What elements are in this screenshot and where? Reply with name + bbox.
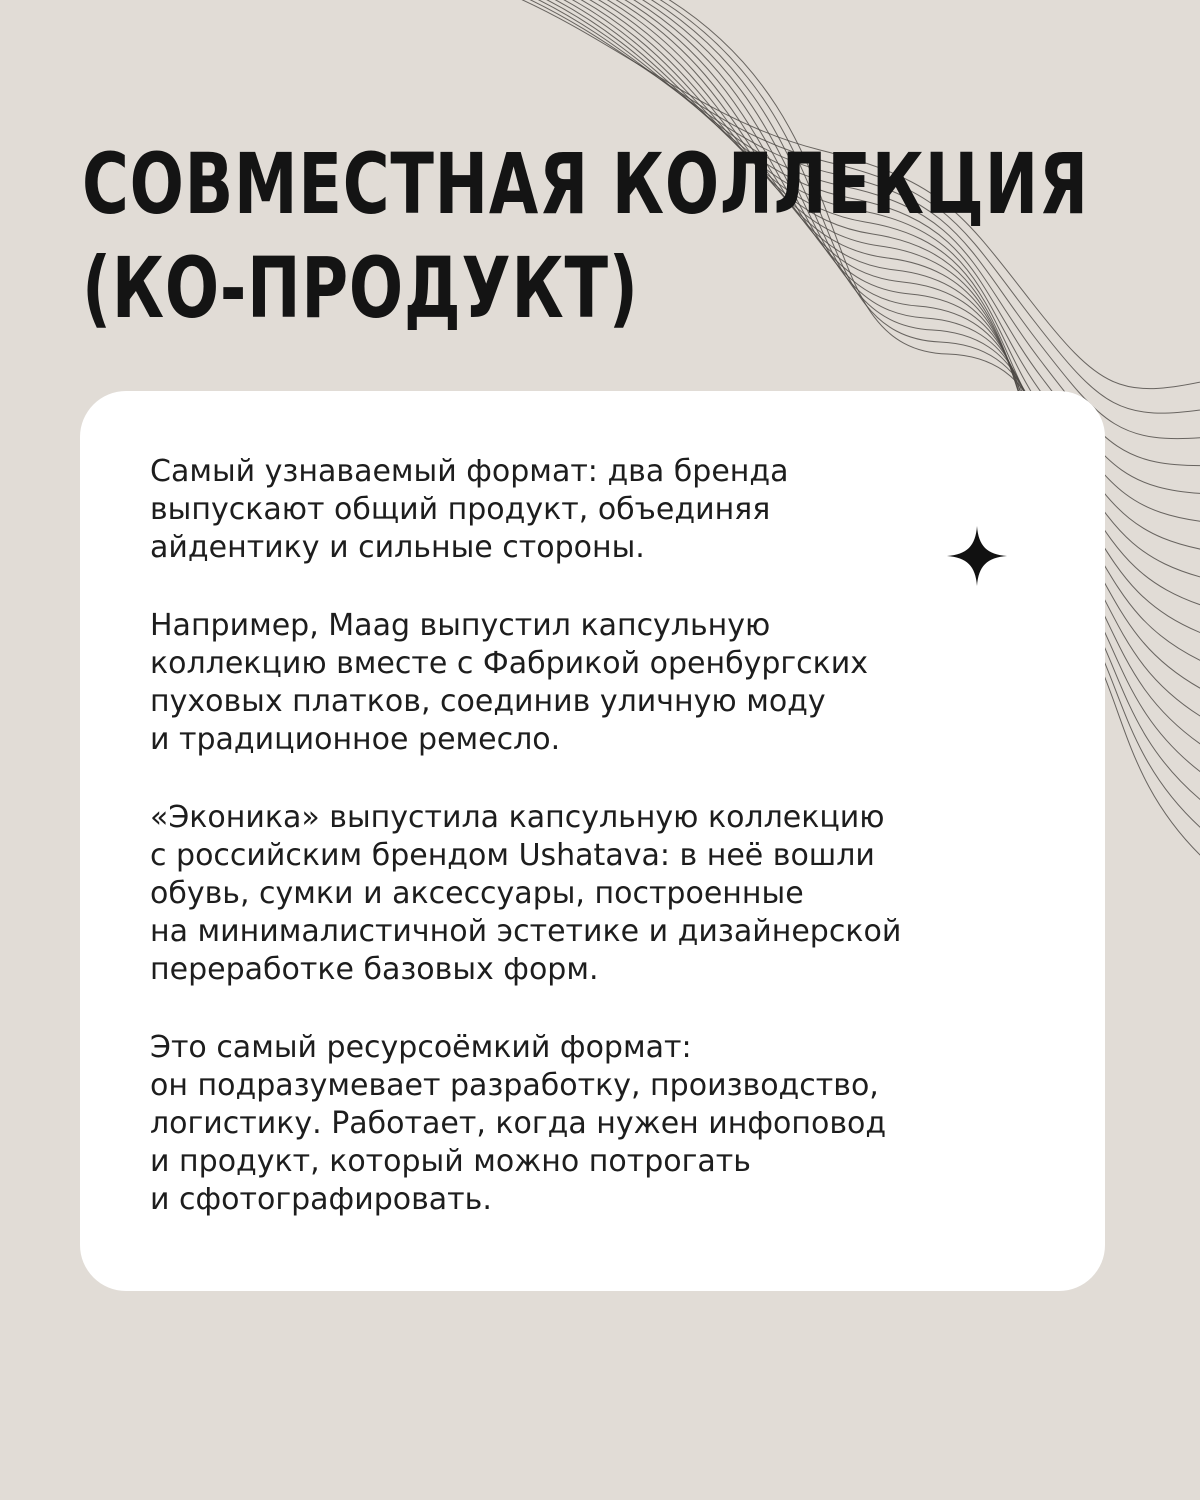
page-title [82, 132, 1089, 340]
text-line: с российским брендом Ushatava: в неё вошли [150, 838, 875, 873]
text-line: Самый узнаваемый формат: два бренда [150, 454, 789, 489]
text-line: «Эконика» выпустила капсульную коллекцию [150, 800, 885, 835]
text-line: пуховых платков, соединив уличную моду [150, 684, 826, 719]
text-line: Это самый ресурсоёмкий формат: [150, 1030, 692, 1065]
paragraph [150, 607, 1050, 759]
text-line: на минималистичной эстетике и дизайнерской [150, 914, 902, 949]
title-line: (КО-ПРОДУКТ) [82, 239, 639, 337]
text-line: айдентику и сильные стороны. [150, 530, 645, 565]
text-line: логистику. Работает, когда нужен инфоповод [150, 1106, 887, 1141]
text-line: и традиционное ремесло. [150, 722, 561, 757]
text-line: выпускают общий продукт, объединяя [150, 492, 771, 527]
text-line: коллекцию вместе с Фабрикой оренбургских [150, 646, 869, 681]
paragraph [150, 799, 1050, 989]
paragraph [150, 1029, 1050, 1219]
card-body [150, 453, 1050, 1259]
title-line: СОВМЕСТНАЯ КОЛЛЕКЦИЯ [82, 135, 1089, 233]
content-card [80, 391, 1105, 1291]
text-line: он подразумевает разработку, производство, [150, 1068, 879, 1103]
text-line: Например, Maag выпустил капсульную [150, 608, 771, 643]
text-line: и сфотографировать. [150, 1182, 492, 1217]
text-line: и продукт, который можно потрогать [150, 1144, 751, 1179]
text-line: обувь, сумки и аксессуары, построенные [150, 876, 804, 911]
paragraph [150, 453, 1050, 567]
text-line: переработке базовых форм. [150, 952, 599, 987]
